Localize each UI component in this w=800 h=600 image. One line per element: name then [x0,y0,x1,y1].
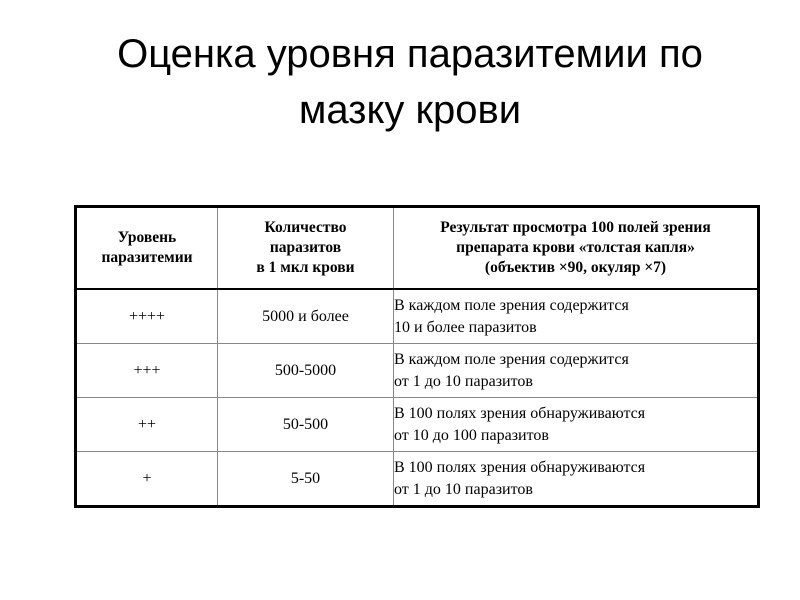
header-text: паразитемии [101,249,193,266]
cell-count: 5000 и более [218,289,394,344]
cell-result [394,289,759,344]
header-count [218,207,394,290]
cell-result [394,344,759,398]
header-text: паразитов [269,239,342,256]
cell-level: ++++ [76,289,218,344]
cell-level: + [76,452,218,507]
header-result [394,207,759,290]
header-text: Количество [264,219,347,236]
result-line: В каждом поле зрения содержится [394,350,629,368]
header-text: Результат просмотра 100 полей зрения [440,219,711,236]
result-line: от 10 до 100 паразитов [394,426,549,444]
table-row [76,452,759,507]
table-row [76,289,759,344]
result-line: В 100 полях зрения обнаруживаются [394,404,646,422]
title-line-2: мазку крови [298,88,522,132]
cell-level: ++ [76,398,218,452]
cell-count: 5-50 [218,452,394,507]
result-line: В 100 полях зрения обнаруживаются [394,458,646,476]
result-line: от 1 до 10 паразитов [394,372,533,390]
header-text: в 1 мкл крови [256,259,355,276]
cell-result [394,398,759,452]
table-header-row [76,207,759,290]
table-row [76,344,759,398]
cell-level: +++ [76,344,218,398]
table-row [76,398,759,452]
result-line: В каждом поле зрения содержится [394,296,629,314]
cell-count: 500-5000 [218,344,394,398]
parasitemia-table [74,205,760,508]
page-title [40,26,780,138]
cell-result [394,452,759,507]
cell-count: 50-500 [218,398,394,452]
header-text: (объектив ×90, окуляр ×7) [484,259,667,276]
parasitemia-table-container [74,205,760,508]
title-line-1: Оценка уровня паразитемии по [117,32,703,76]
header-text: Уровень [117,229,177,246]
header-level [76,207,218,290]
result-line: от 1 до 10 паразитов [394,480,533,498]
result-line: 10 и более паразитов [394,318,537,336]
header-text: препарата крови «толстая капля» [456,239,695,256]
